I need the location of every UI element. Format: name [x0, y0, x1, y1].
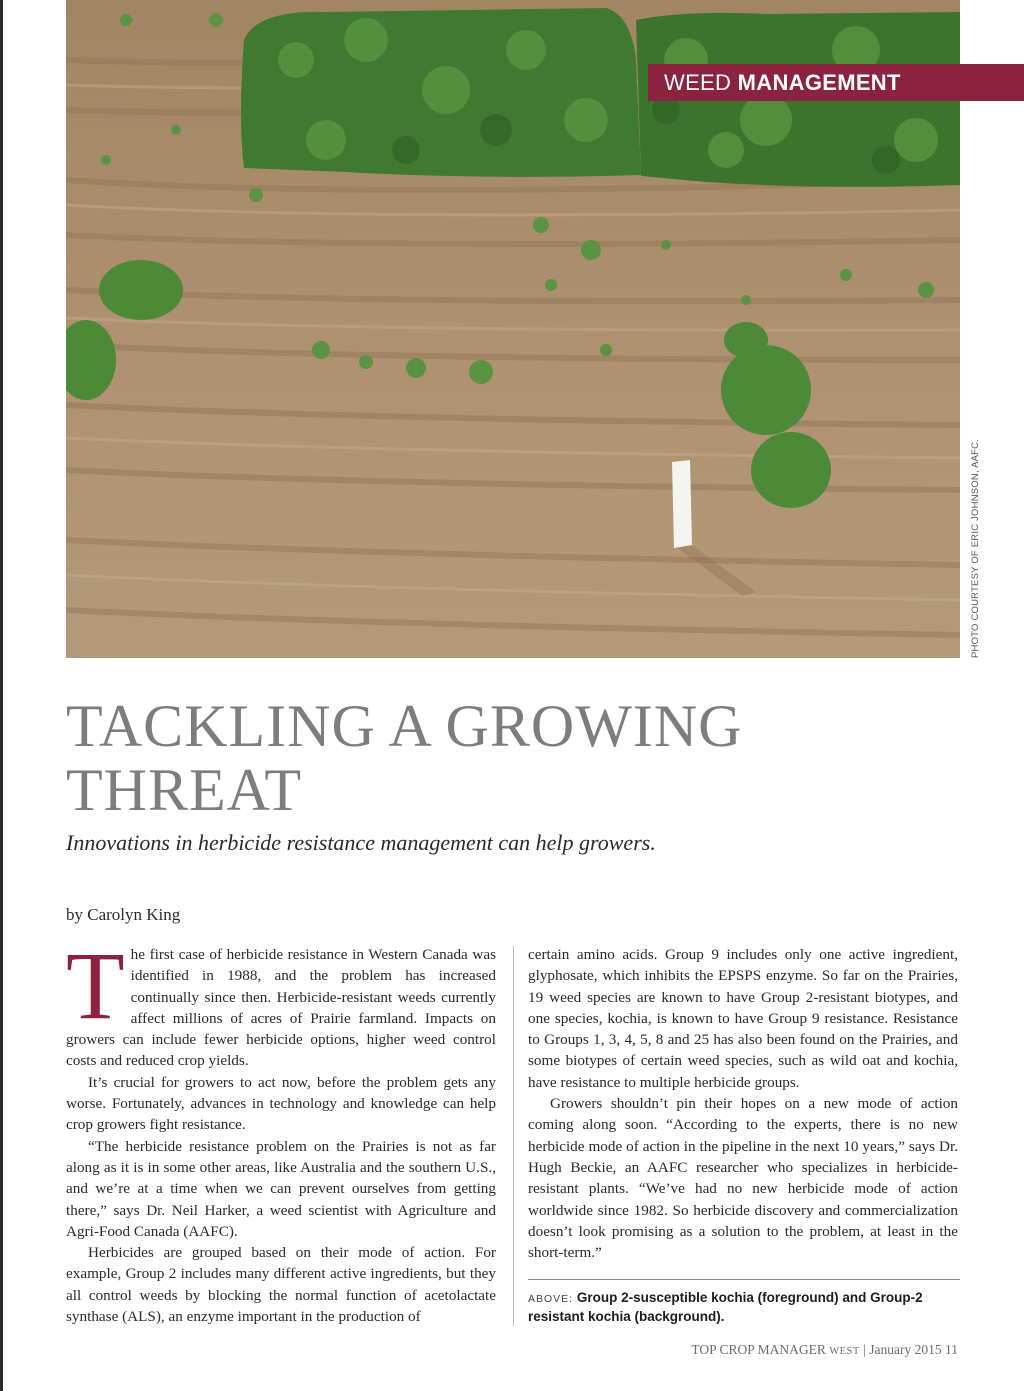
article-deck: Innovations in herbicide resistance management can help growers. — [66, 830, 656, 855]
article-paragraph: “The herbicide resistance problem on the Prairies is not as far along as it is in some other areas, like Australia and the southern U.S., and we’re at a time when we can prevent ourselves from getting there,” says Dr. Neil Harker, a weed scientist with Agriculture and Agri-Food Canada (AAFC). — [66, 1137, 496, 1240]
article-paragraph: Growers shouldn’t pin their hopes on a new mode of action coming along soon. “According to the experts, there is no new herbicide mode of action in the pipeline in the next 10 years,” says Dr. Hugh Beckie, an AAFC researcher who specializes in herbicide-resistant plants. “We’ve had no new herbicide mode of action worldwide since 1982. So herbicide discovery and commercialization doesn’t look promising as a solution to the problem, at least in the short-term.” — [528, 1095, 958, 1262]
article-paragraph: certain amino acids. Group 9 includes only one active ingredient, glyphosate, which inhibits the EPSPS enzyme. So far on the Prairies, 19 weed species are known to have Group 2-resistant biotypes, and one species, kochia, is known to have Group 9 resistance. Resistance to Groups 1, 3, 4, 5, 8 and 25 has also been found on the Prairies, and some biotypes of certain weed species, such as wild oat and kochia, have resistance to multiple herbicide groups. — [528, 946, 958, 1091]
headline-line-2: THREAT — [66, 757, 302, 823]
folio-page-number: 11 — [945, 1342, 958, 1357]
caption-label: ABOVE: — [528, 1293, 574, 1305]
section-tag-bold: MANAGEMENT — [737, 70, 901, 95]
article-column-right — [528, 944, 958, 1263]
folio-edition: WEST — [829, 1346, 860, 1357]
section-tag-light: WEED — [664, 70, 732, 95]
section-tag — [648, 64, 1024, 101]
caption-text: Group 2-susceptible kochia (foreground) and Group-2 resistant kochia (background). — [528, 1290, 923, 1324]
drop-cap: T — [66, 932, 125, 1039]
photo-credit: PHOTO COURTESY OF ERIC JOHNSON, AAFC. — [970, 438, 981, 658]
folio-separator: | — [863, 1342, 866, 1357]
page-folio — [691, 1342, 958, 1358]
column-divider — [513, 946, 514, 1326]
article-paragraph: It’s crucial for growers to act now, before the problem gets any worse. Fortunately, advances in technology and knowledge can help crop growers fight resistance. — [66, 1073, 496, 1134]
caption-rule — [528, 1279, 960, 1280]
article-paragraph: Herbicides are grouped based on their mode of action. For example, Group 2 includes many different active ingredients, but they all control weeds by blocking the normal function of acetolactate synthase (ALS), an enzyme important in the production of — [66, 1244, 496, 1326]
folio-issue: January 2015 — [869, 1342, 942, 1357]
photo-caption — [528, 1289, 960, 1325]
article-column-left — [66, 932, 496, 1327]
page-edge — [0, 0, 3, 1391]
article-headline — [66, 694, 946, 822]
byline: by Carolyn King — [66, 905, 181, 924]
folio-magazine: TOP CROP MANAGER — [691, 1342, 826, 1357]
headline-line-1: TACKLING A GROWING — [66, 693, 743, 759]
article-paragraph — [66, 932, 496, 1072]
paragraph-text: he first case of herbicide resistance in Western Canada was identified in 1988, and the problem has increased continually since then. Herbicide-resistant weeds currently affect millions of acres of Prairie farmland. Impacts on growers can include fewer herbicide options, higher weed control costs and reduced crop yields. — [66, 946, 496, 1070]
